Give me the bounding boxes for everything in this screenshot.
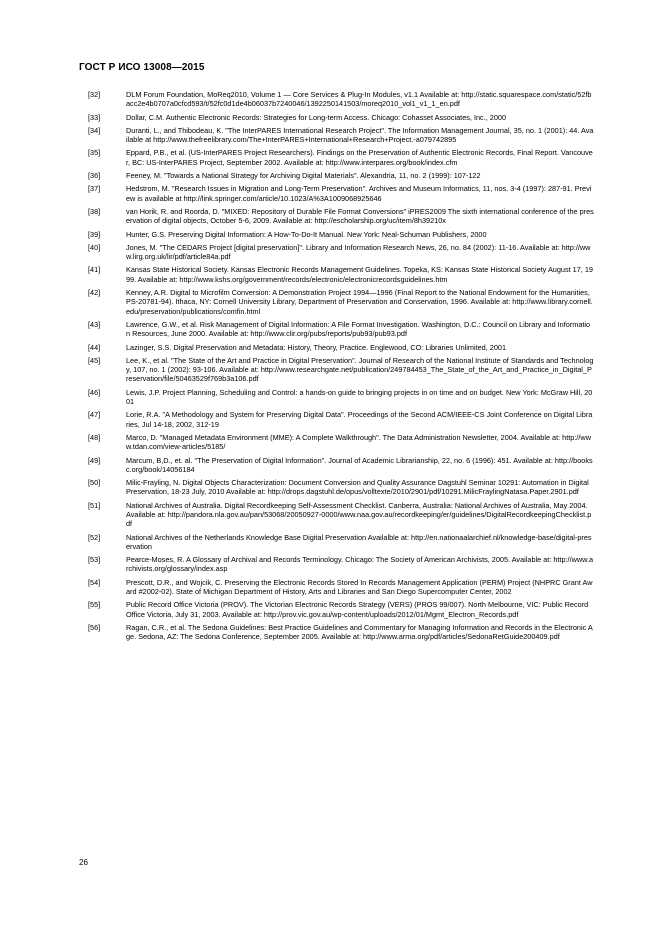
reference-text: Jones, M. "The CEDARS Project [digital preservation]". Library and Information Research News, 26, no. 84 (2002): 11-16. Available at: http://www.lirg.org.uk/lir/pdf/article84a.pdf [126,242,591,262]
reference-text: Kansas State Historical Society. Kansas Electronic Records Management Guidelines. Topeka, KS: Kansas State Historical Society August 17, 1999. Available at: http://www.kshs.org/government/records/electronic/electronicrecordsguidelines.htm [126,265,593,284]
reference-item [88,184,594,203]
reference-text: Prescott, D.R., and Wojcik, C. Preserving the Electronic Records Stored In Records Management Application (PERM) Project (NHPRC Grant Award #2002-02). State of Michigan Department of History, Arts and Libraries and San Diego Supercomputer Center, 2002 [126,577,593,597]
reference-text: Hunter, G.S. Preserving Digital Information: A How-To-Do-It Manual. New York: Neal-Schuman Publishers, 2000 [126,229,487,239]
reference-item [88,288,594,316]
reference-item [88,90,594,109]
reference-item [88,113,594,122]
reference-item [88,148,594,167]
reference-number: [56] [88,622,101,632]
document-header: ГОСТ Р ИСО 13008—2015 [79,62,205,73]
reference-item [88,600,594,619]
reference-number: [50] [88,478,101,488]
reference-item [88,501,594,529]
reference-item [88,478,594,497]
reference-item [88,320,594,339]
reference-text: Lawrence, G.W., et al. Risk Management of Digital Information: A File Format Investigation. Washington, D.C.: Council on Library and Information Resources, June 2000. Available at: http://www.clir.org/pubs/reports/pub93/pub93.pdf [126,319,591,339]
reference-text: Lewis, J.P. Project Planning, Scheduling and Control: a hands-on guide to bringing projects in on time and on budget. New York: McGraw Hill, 2001 [126,387,593,407]
reference-item [88,207,594,226]
reference-number: [44] [88,342,101,352]
reference-item [88,578,594,597]
reference-text: National Archives of Australia. Digital Recordkeeping Self-Assessment Checklist. Canberra, Australia: National Archives of Australia, May 2004. Available at: http://pandora.nla.gov.au/pan/53068/20050927-0000/www.naa.gov.au/recordkeeping/er/guidelines/DigitalRecordkeepingChecklist.pdf [126,500,592,529]
reference-list [88,90,594,646]
reference-item [88,265,594,284]
reference-number: [55] [88,600,101,610]
reference-item [88,555,594,574]
reference-item [88,126,594,145]
reference-item [88,410,594,429]
reference-number: [53] [88,555,101,565]
reference-number: [35] [88,148,101,158]
reference-text: van Horik, R. and Roorda, D. "MIXED: Repository of Durable File Format Conversions" iPRES2009 The sixth international conference of the preservation of digital objects, October 5-6, 2009. Available at: http://escholarship.org/uc/item/8h39210x [126,206,594,226]
page-number: 26 [79,858,88,867]
reference-number: [33] [88,112,101,122]
reference-number: [41] [88,265,101,275]
reference-number: [42] [88,288,101,298]
reference-number: [36] [88,171,101,181]
reference-text: Hedstrom, M. "Research Issues in Migration and Long-Term Preservation". Archives and Museum Informatics, 11, nos. 3-4 (1997): 287-91. Preview is available at http://link.springer.com/article/10.1023/A%3A1009068925646 [126,184,592,203]
reference-text: Eppard, P.B., et al. (US-InterPARES Project Researchers). Findings on the Preservation of Authentic Electronic Records, Final Report. Vancouver, BC: US-InterPARES Project, September 2002. Available at: http://www.interpares.org/book/index.cfm [126,148,593,167]
reference-number: [45] [88,355,101,365]
reference-text: Duranti, L., and Thibodeau, K. "The InterPARES International Research Project". The Information Management Journal, 35, no. 1 (2001): 44. Available at http://www.thefreelibrary.com/The+InterPARES+International+Research+Project.-a079742895 [126,125,594,145]
reference-number: [49] [88,455,101,465]
reference-number: [54] [88,577,101,587]
reference-text: Feeney, M. "Towards a National Strategy for Archiving Digital Materials". Alexandria, 11, no. 2 (1999): 107-122 [126,171,481,181]
reference-number: [40] [88,242,101,252]
reference-number: [32] [88,90,101,99]
reference-text: Marco, D. "Managed Metadata Environment (MME): A Complete Walkthrough". The Data Administration Newsletter, 2004. Available at: http://www.tdan.com/view-articles/5185/ [126,432,591,452]
reference-item [88,343,594,352]
reference-item [88,456,594,475]
reference-text: Dollar, C.M. Authentic Electronic Records: Strategies for Long-term Access. Chicago: Cohasset Associates, Inc., 2000 [126,112,507,122]
reference-item [88,230,594,239]
reference-item [88,171,594,180]
reference-text: Lorie, R.A. "A Methodology and System for Preserving Digital Data". Proceedings of the Second ACM/IEEE-CS Joint Conference on Digital Libraries, Jul 14-18, 2002, 312-19 [126,410,593,429]
reference-number: [39] [88,229,101,239]
reference-number: [37] [88,184,101,194]
reference-number: [38] [88,206,101,216]
reference-number: [51] [88,500,101,510]
reference-text: Lazinger, S.S. Digital Preservation and Metadata: History, Theory, Practice. Englewood, CO: Libraries Unlimited, 2001 [126,342,507,352]
reference-number: [47] [88,410,101,420]
reference-item [88,356,594,384]
reference-item [88,243,594,262]
reference-text: Marcum, B,D., et. al. "The Preservation of Digital Information". Journal of Academic Librarianship, 22, no. 6 (1996): 451. Available at: http://booksc.org/book/14056184 [126,455,593,474]
reference-text: Kenney, A.R. Digital to Microfilm Conversion: A Demonstration Project 1994—1996 (Final Report to the National Endowment for the Humanities, PS-20781-94). Ithaca, NY: Cornell University Library, Department of Preservation and Conservation, 1996. Available at: http://www.library.cornell.edu/preservation/publications/comfin.html [126,288,593,316]
reference-text: Public Record Office Victoria (PROV). The Victorian Electronic Records Strategy (VERS) (PROS 99/007). North Melbourne, VIC: Public Record Office Victoria, July 31, 2003. Available at: http://prov.vic.gov.au/wp-content/uploads/2012/01/Mgmt_Electron_Records.pdf [126,600,589,619]
reference-text: DLM Forum Foundation, MoReq2010, Volume 1 — Core Services & Plug-In Modules, v1.1 Available at: http://static.squarespace.com/static/52fbacc2e4b0707a0cfcd593/t/52fc0d1de4b06037b7240046/1392250141503/moreq2010_vol1_v1_1_en.pdf [126,90,592,109]
reference-text: National Archives of the Netherlands Knowledge Base Digital Preservation Availalble at: http://en.nationaalarchief.nl/knowledge-base/digital-preservation [126,532,592,551]
reference-number: [43] [88,319,101,329]
reference-text: Milic-Frayling, N. Digital Objects Characterization: Document Conversion and Quality Assurance Dagstuhl Seminar 10291: Automation in Digital Preservation, 18-23 July, 2010 Available at: http://drops.dagstuhl.de/opus/volltexte/2010/2901/pdf/10291.MilicFraylingNatasa.Paper.2901.pdf [126,478,589,497]
reference-text: Lee, K., et al. "The State of the Art and Practice in Digital Preservation". Journal of Research of the National Institute of Standards and Technology, 107, no. 1 (2002): 93-106. Available at: http://www.researchgate.net/publication/249784453_The_State_of_the_Art_and_Practice_in_Digital_Preservation/file/50463529f769b3a106.pdf [126,355,594,384]
reference-item [88,433,594,452]
reference-item [88,388,594,407]
reference-number: [34] [88,125,101,135]
reference-number: [48] [88,432,101,442]
reference-number: [52] [88,532,101,542]
reference-number: [46] [88,387,101,397]
reference-text: Pearce-Moses, R. A Glossary of Archival and Records Terminology. Chicago: The Society of American Archivists, 2005. Available at: http://www.archivists.org/glossary/index.asp [126,555,594,574]
reference-item [88,623,594,642]
reference-item [88,533,594,552]
reference-text: Ragan, C.R., et al. The Sedona Guidelines: Best Practice Guidelines and Commentary for Managing Information and Records in the Electronic Age. Sedona, AZ: The Sedona Conference, September 2005. Available at: http://www.arma.org/pdf/articles/SedonaRetGuide200409.pdf [126,622,593,642]
